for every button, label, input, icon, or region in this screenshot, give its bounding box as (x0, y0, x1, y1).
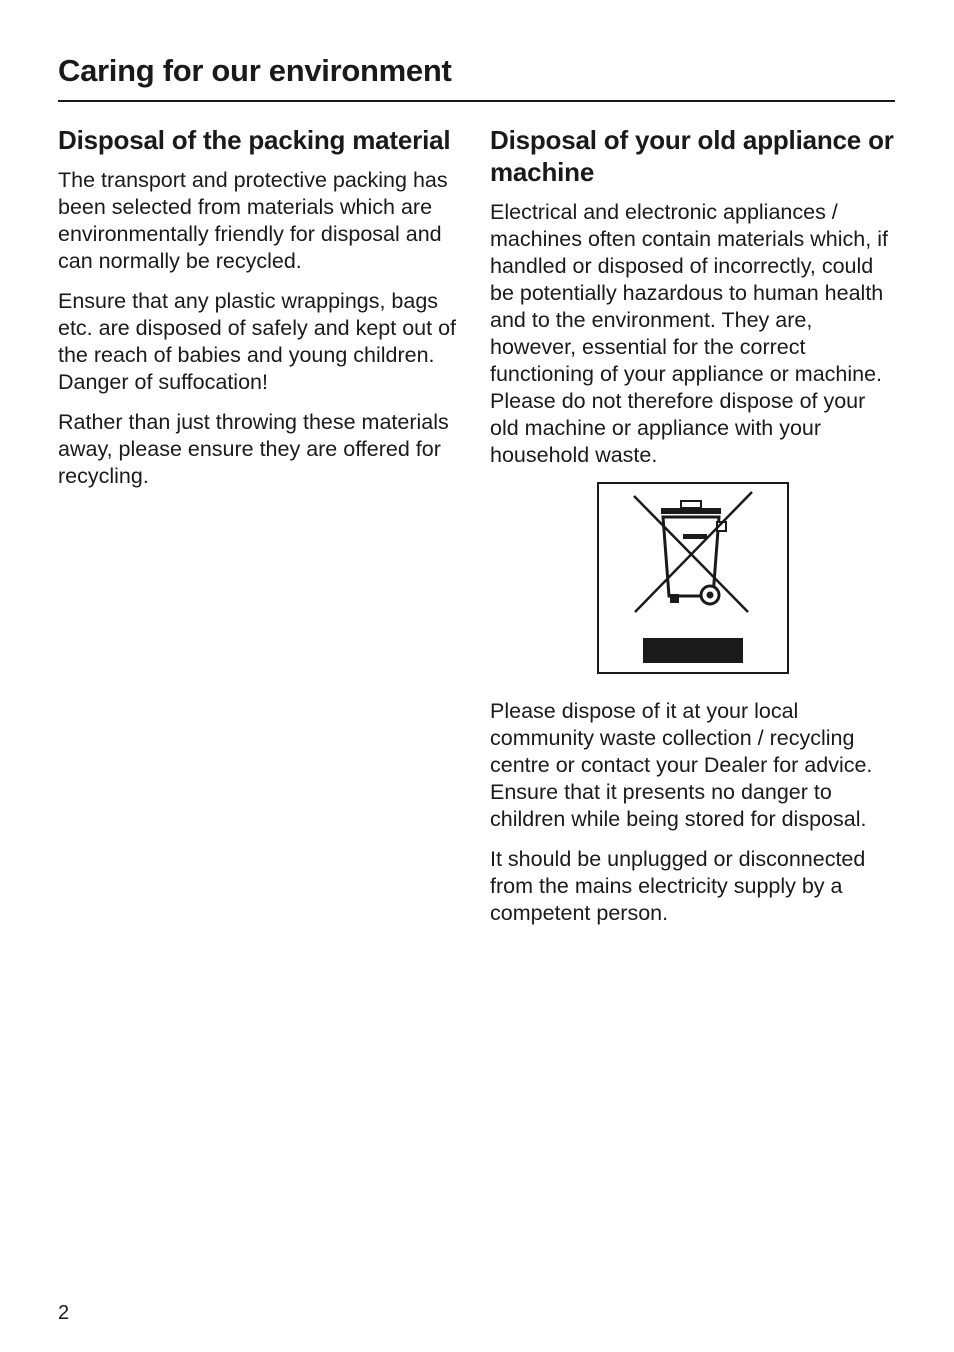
appliance-paragraph-3: It should be unplugged or disconnected from the mains electricity supply by a competent person. (490, 847, 866, 925)
appliance-paragraph-2: Please dispose of it at your local community waste collection / recycling centre or contact your Dealer for advice. Ensure that it presents no danger to children while being stored for disposal. (490, 699, 873, 831)
page-number: 2 (58, 1302, 70, 1324)
packing-paragraph-2: Ensure that any plastic wrappings, bags etc. are disposed of safely and kept out of the reach of babies and young children. Danger of suffocation! (58, 289, 457, 394)
crossed-out-wheelie-bin-icon (597, 482, 789, 674)
title-divider (58, 100, 895, 102)
packing-disposal-heading: Disposal of the packing material (58, 125, 451, 155)
page-title: Caring for our environment (58, 53, 452, 88)
appliance-disposal-heading: Disposal of your old appliance or machine (490, 125, 894, 187)
packing-disposal-section (58, 124, 466, 503)
appliance-disposal-section (490, 124, 895, 940)
packing-paragraph-3: Rather than just throwing these materials away, please ensure they are offered for recycling. (58, 410, 449, 488)
appliance-paragraph-1: Electrical and electronic appliances / machines often contain materials which, if handled or disposed of incorrectly, could be potentially hazardous to human health and to the environment. They are, however, essential for the correct functioning of your appliance or machine. Please do not therefore dispose of your old machine or appliance with your household waste. (490, 200, 888, 467)
packing-paragraph-1: The transport and protective packing has been selected from materials which are environmentally friendly for disposal and can normally be recycled. (58, 168, 448, 273)
